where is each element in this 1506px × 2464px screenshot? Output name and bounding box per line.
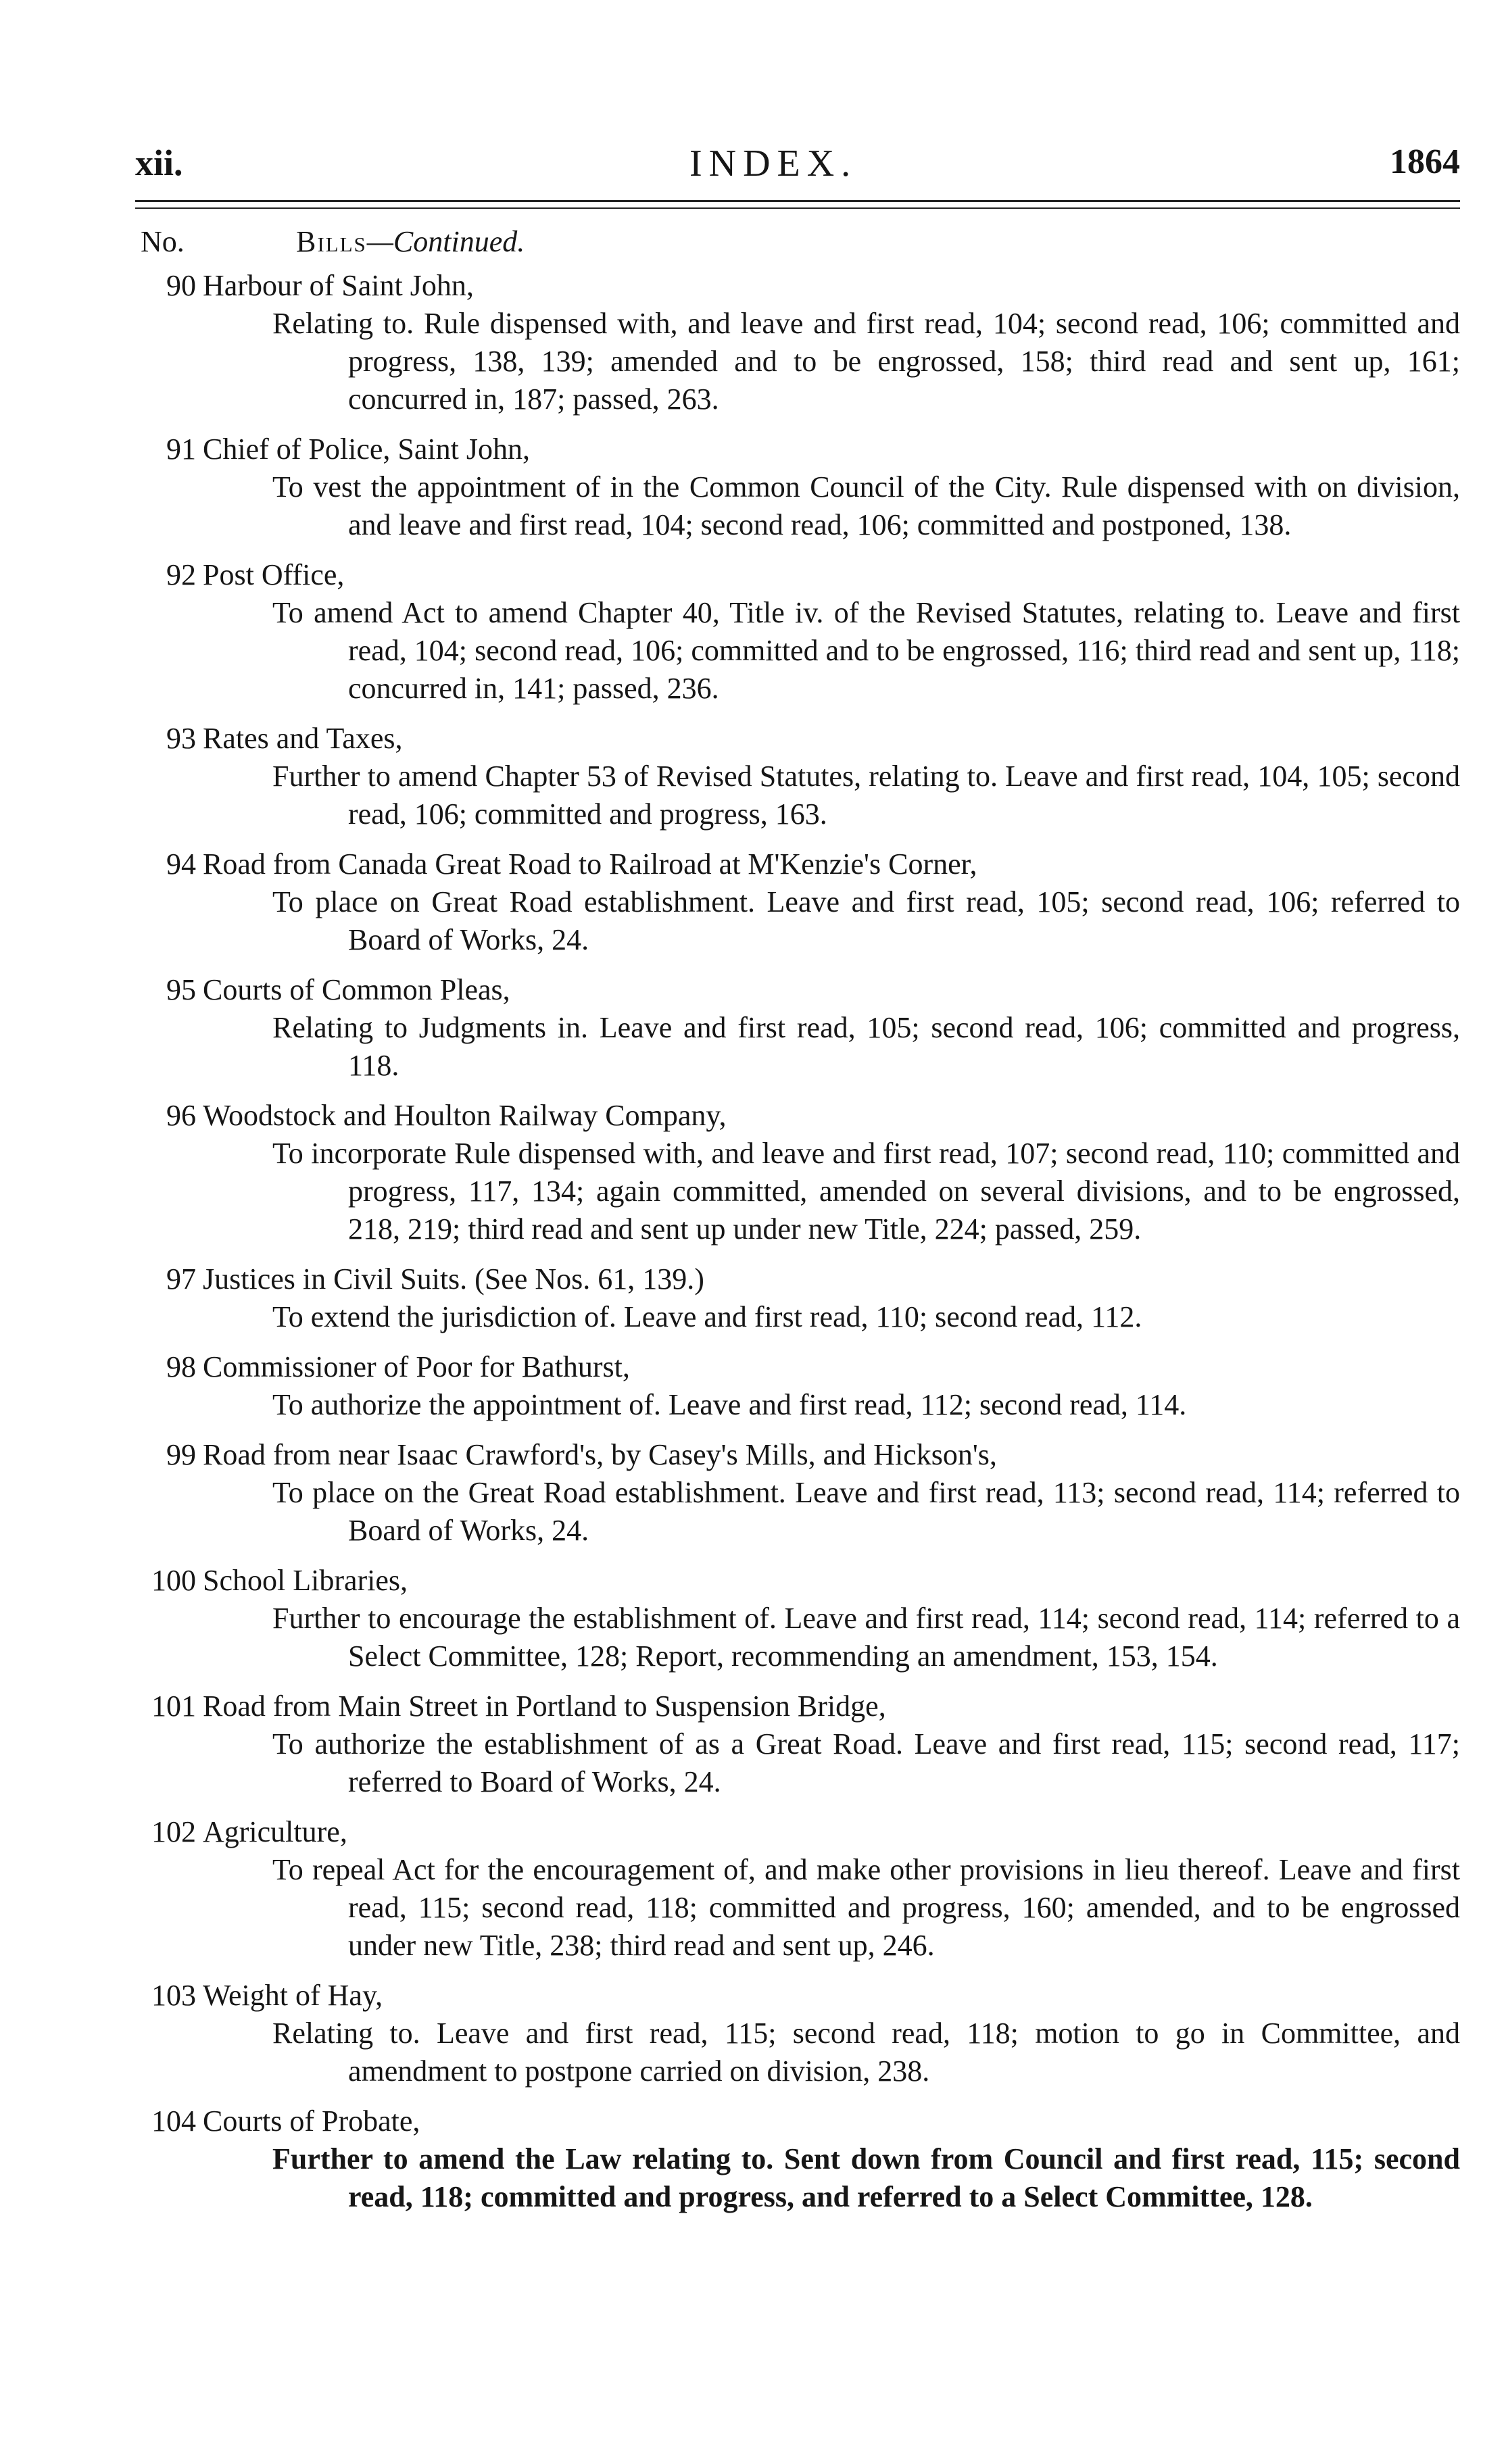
entry-title: Road from near Isaac Crawford's, by Casey's Mills, and Hickson's, — [203, 1438, 997, 1471]
entry-body: To place on the Great Road establishment. Leave and first read, 113; second read, 114; referred to Board of Works, 24. — [272, 1476, 1460, 1547]
entry-body: To authorize the establishment of as a Great Road. Leave and first read, 115; second read, 117; referred to Board of Works, 24. — [272, 1727, 1460, 1798]
header-rules — [135, 200, 1460, 214]
entry-body: To vest the appointment of in the Common Council of the City. Rule dispensed with on division, and leave and first read, 104; second read, 106; committed and postponed, 138. — [272, 470, 1460, 541]
entry-number: 99 — [166, 1438, 196, 1471]
entry-body: To repeal Act for the encouragement of, and make other provisions in lieu thereof. Leave and first read, 115; second read, 118; committed and progress, 160; amended, and to be engrossed under new Title, 238; third read and sent up, 246. — [272, 1853, 1460, 1962]
entry-body: Relating to Judgments in. Leave and first read, 105; second read, 106; committed and progress, 118. — [272, 1011, 1460, 1082]
entry-body: Further to amend the Law relating to. Sent down from Council and first read, 115; second read, 118; committed and progress, and referred to a Select Committee, 128. — [272, 2142, 1460, 2213]
index-entry — [115, 1260, 1460, 1336]
entry-title: Rates and Taxes, — [203, 722, 403, 755]
index-entry — [115, 845, 1460, 959]
column-subheader — [141, 224, 525, 259]
entry-number: 92 — [166, 558, 196, 591]
entry-title: Courts of Probate, — [203, 2104, 420, 2138]
entry-body: To place on Great Road establishment. Leave and first read, 105; second read, 106; referred to Board of Works, 24. — [272, 885, 1460, 956]
entry-number: 101 — [151, 1690, 196, 1723]
index-entry — [115, 2102, 1460, 2216]
entry-number: 94 — [166, 847, 196, 881]
page-number: xii. — [135, 143, 183, 183]
index-entry — [115, 1977, 1460, 2090]
entry-number: 98 — [166, 1350, 196, 1383]
entry-number: 100 — [151, 1564, 196, 1597]
entry-body: To incorporate Rule dispensed with, and leave and first read, 107; second read, 110; committed and progress, 117, 134; again committed, amended on several divisions, and to be engrossed, 218, 219; third read and sent up under new Title, 224; passed, 259. — [272, 1137, 1460, 1246]
entry-body: To amend Act to amend Chapter 40, Title iv. of the Revised Statutes, relating to. Leave and first read, 104; second read, 106; committed and to be engrossed, 116; third read and sent up, 118; concurred in, 141; passed, 236. — [272, 596, 1460, 705]
index-entry — [115, 430, 1460, 544]
entry-body: Relating to. Rule dispensed with, and leave and first read, 104; second read, 106; committed and progress, 138, 139; amended and to be engrossed, 158; third read and sent up, 161; concurred in, 187; passed, 263. — [272, 307, 1460, 416]
entry-title: Chief of Police, Saint John, — [203, 433, 530, 466]
entry-number: 97 — [166, 1262, 196, 1296]
index-entries — [115, 267, 1460, 2228]
index-entry — [115, 556, 1460, 708]
index-entry — [115, 1097, 1460, 1248]
year: 1864 — [1390, 143, 1460, 181]
entry-title: Justices in Civil Suits. (See Nos. 61, 139.) — [203, 1262, 704, 1296]
header-rule-bottom — [135, 207, 1460, 209]
header-rule-top — [135, 200, 1460, 202]
index-entry — [115, 267, 1460, 418]
entry-body: To authorize the appointment of. Leave and first read, 112; second read, 114. — [272, 1388, 1187, 1421]
entry-number: 103 — [151, 1979, 196, 2012]
entry-title: Agriculture, — [203, 1815, 347, 1848]
index-entry — [115, 971, 1460, 1085]
section-label: Bills — [296, 225, 367, 258]
entry-number: 104 — [151, 2104, 196, 2138]
page-title: INDEX. — [689, 143, 858, 184]
entry-title: Road from Canada Great Road to Railroad at M'Kenzie's Corner, — [203, 847, 977, 881]
entry-body: Further to amend Chapter 53 of Revised Statutes, relating to. Leave and first read, 104, 105; second read, 106; committed and progress, 163. — [272, 760, 1460, 831]
entry-title: Courts of Common Pleas, — [203, 973, 510, 1006]
entry-title: Post Office, — [203, 558, 345, 591]
number-column-label: No. — [141, 225, 185, 258]
index-entry — [115, 1436, 1460, 1550]
index-entry — [115, 720, 1460, 833]
entry-body: Further to encourage the establishment of. Leave and first read, 114; second read, 114; referred to a Select Committee, 128; Report, recommending an amendment, 153, 154. — [272, 1602, 1460, 1673]
index-entry — [115, 1687, 1460, 1801]
entry-title: Road from Main Street in Portland to Suspension Bridge, — [203, 1690, 886, 1723]
entry-title: Woodstock and Houlton Railway Company, — [203, 1099, 727, 1132]
index-entry — [115, 1813, 1460, 1965]
index-entry — [115, 1348, 1460, 1424]
entry-title: School Libraries, — [203, 1564, 408, 1597]
entry-title: Harbour of Saint John, — [203, 269, 474, 302]
entry-title: Weight of Hay, — [203, 1979, 383, 2012]
entry-number: 95 — [166, 973, 196, 1006]
entry-body: To extend the jurisdiction of. Leave and first read, 110; second read, 112. — [272, 1300, 1142, 1333]
entry-body: Relating to. Leave and first read, 115; second read, 118; motion to go in Committee, and amendment to postpone carried on division, 238. — [272, 2017, 1460, 2088]
entry-number: 91 — [166, 433, 196, 466]
continued-label: —Continued. — [366, 225, 525, 258]
entry-title: Commissioner of Poor for Bathurst, — [203, 1350, 630, 1383]
entry-number: 96 — [166, 1099, 196, 1132]
entry-number: 102 — [151, 1815, 196, 1848]
index-entry — [115, 1562, 1460, 1675]
page-header — [135, 142, 1460, 189]
entry-number: 93 — [166, 722, 196, 755]
entry-number: 90 — [166, 269, 196, 302]
